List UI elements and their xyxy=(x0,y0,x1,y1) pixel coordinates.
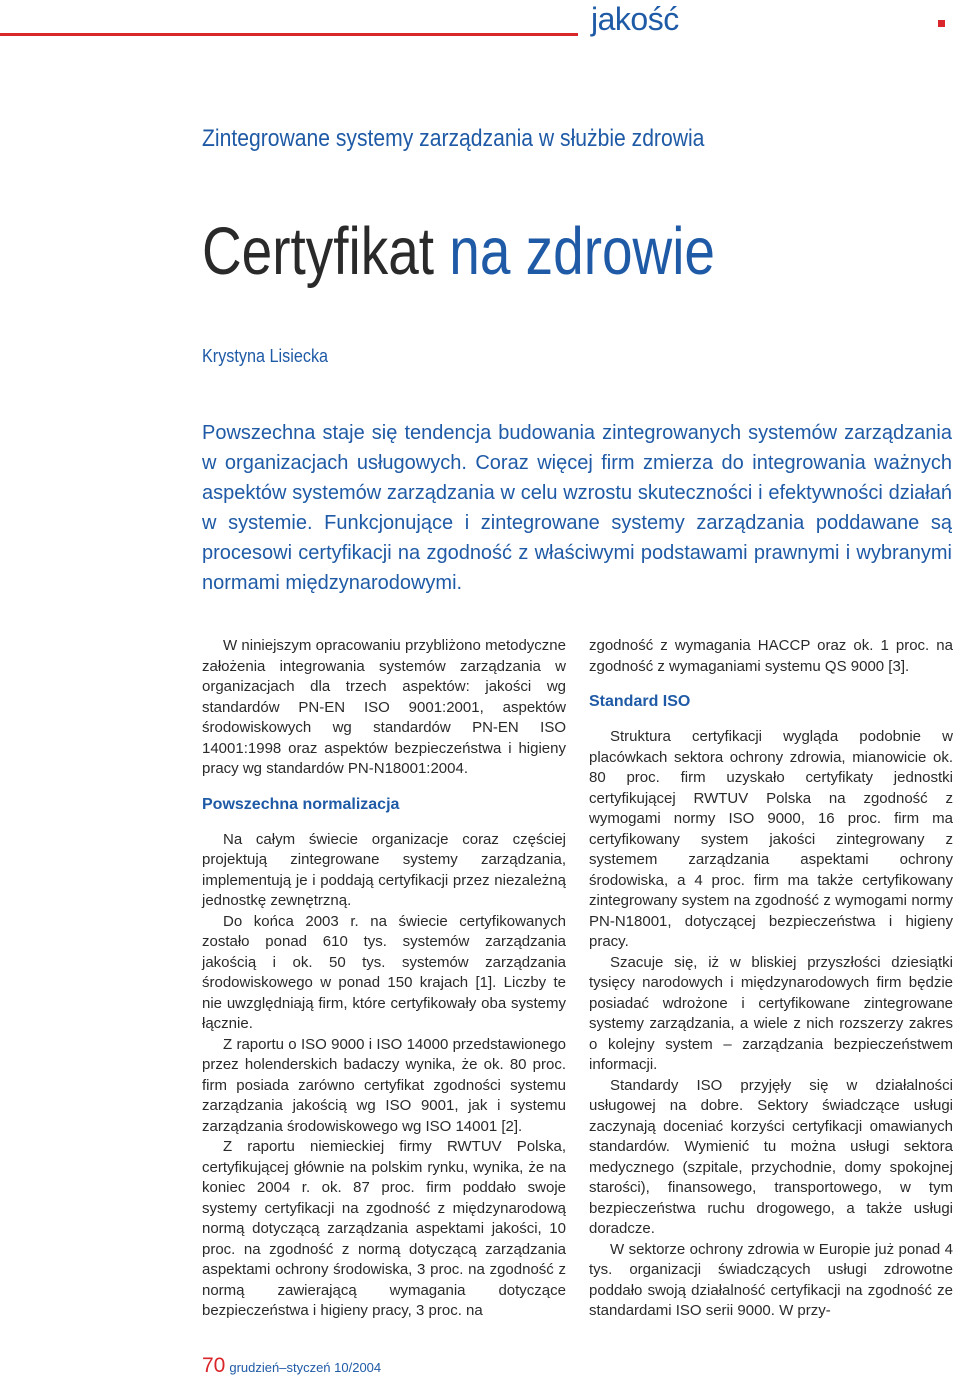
article-title xyxy=(202,214,715,290)
article-kicker: Zintegrowane systemy zarządzania w służbie zdrowia xyxy=(202,125,705,152)
body-column-right xyxy=(589,636,953,1322)
paragraph: Standardy ISO przyjęły się w działalności usługowej na dobre. Sektory świadczące usługi zaczynają doceniać korzyści certyfikacji omawianych standardów. Wymienić tu można usługi sektora medycznego (szpitale, przychodnie, domy spokojnej starości), finansowego, transportowego, w tym bezpieczeństwa ruchu drogowego, a także usługi doradcze. xyxy=(589,1076,953,1237)
paragraph: Z raportu o ISO 9000 i ISO 14000 przedstawionego przez holenderskich badaczy wynika, że ok. 80 proc. firm posiada zarówno certyfikat zgodności systemu zarządzania jakością wg ISO 9001, jak i systemu zarządzania środowiskowego wg ISO 14001 [2]. xyxy=(202,1035,566,1135)
article-lead: Powszechna staje się tendencja budowania zintegrowanych systemów zarządzania w organizacjach usługowych. Coraz więcej firm zmierza do integrowania ważnych aspektów systemów zarządzania w celu wzrostu skuteczności i efektywności działań w systemie. Funkcjonujące i zintegrowane systemy zarządzania poddawane są procesowi certyfikacji na zgodność z właściwymi podstawami prawnymi i wybranymi normami międzynarodowymi. xyxy=(202,422,952,594)
section-heading: Standard ISO xyxy=(589,693,691,710)
section-tag: jakość xyxy=(591,1,679,37)
paragraph: Z raportu niemieckiej firmy RWTUV Polska, certyfikującej głównie na polskim rynku, wynika, że na koniec 2004 r. ok. 87 proc. firm poddało swoje systemy certyfikacji na zgodność z międzynarodową normą dotyczącą zarządzania aspektami jakości, 10 proc. na zgodność z normą dotyczącą zarządzania aspektami ochrony środowiska, 3 proc. na zgodność z normą zawierającą wymagania dotyczące bezpieczeństwa i higieny pracy, 3 proc. na xyxy=(202,1138,566,1319)
paragraph: Struktura certyfikacji wygląda podobnie w placówkach sektora ochrony zdrowia, mianowicie ok. 80 proc. firm uzyskało certyfikaty jednostki certyfikującej RWTUV Polska na zgodność z wymogami normy ISO 9000, 16 proc. firm ma certyfikowany system jakości zintegrowany z systemem zarządzania aspektami ochrony środowiska, a 4 proc. firm ma także certyfikowany zintegrowany system na zgodność z wymogami normy PN-N18001, dotyczącej bezpieczeństwa i higieny pracy. xyxy=(589,728,953,950)
paragraph: W sektorze ochrony zdrowia w Europie już ponad 4 tys. organizacji świadczących usługi zdrowotne poddało swoją działalność certyfikacji na zgodność ze standardami ISO serii 9000. W przy- xyxy=(589,1240,953,1319)
paragraph: Do końca 2003 r. na świecie certyfikowanych zostało ponad 610 tys. systemów zarządzania jakością i ok. 50 tys. systemów zarządzania środowiskowego w ponad 150 krajach [1]. Liczby te nie uwzględniają firm, które certyfikowały oba systemy łącznie. xyxy=(202,912,566,1032)
section-dot xyxy=(938,20,945,27)
title-part-1: Certyfikat xyxy=(202,214,435,289)
paragraph: W niniejszym opracowaniu przybliżono metodyczne założenia integrowania systemów zarządzania w organizacjach dla trzech aspektów: jakości wg standardów PN-EN ISO 9001:2001, aspektów środowiskowych wg standardów PN-EN ISO 14001:1998 oraz aspektów bezpieczeństwa i higieny pracy wg standardów PN-N18001:2004. xyxy=(202,637,566,777)
section-heading: Powszechna normalizacja xyxy=(202,795,400,813)
issue-date: grudzień–styczeń 10/2004 xyxy=(229,1360,382,1375)
body-column-left xyxy=(202,636,566,1322)
article-author: Krystyna Lisiecka xyxy=(202,346,329,366)
page-footer xyxy=(202,1354,381,1378)
paragraph: zgodność z wymagania HACCP oraz ok. 1 proc. na zgodność z wymaganiami systemu QS 9000 [3]. xyxy=(589,637,953,675)
title-part-2: na zdrowie xyxy=(449,214,715,289)
paragraph: Szacuje się, iż w bliskiej przyszłości dziesiątki tysięcy narodowych i międzynarodowych firm będzie posiadać wdrożone i certyfikowane zintegrowane systemy zarządzania, a wiele z nich rozszerzy zakres o kolejny system – zarządzania bezpieczeństwem informacji. xyxy=(589,953,953,1073)
paragraph: Na całym świecie organizacje coraz częściej projektują zintegrowane systemy zarządzania, implementują je i poddają certyfikacji przez niezależną jednostkę zewnętrzną. xyxy=(202,830,566,909)
header-rule xyxy=(0,33,578,36)
page-number: 70 xyxy=(202,1354,226,1377)
